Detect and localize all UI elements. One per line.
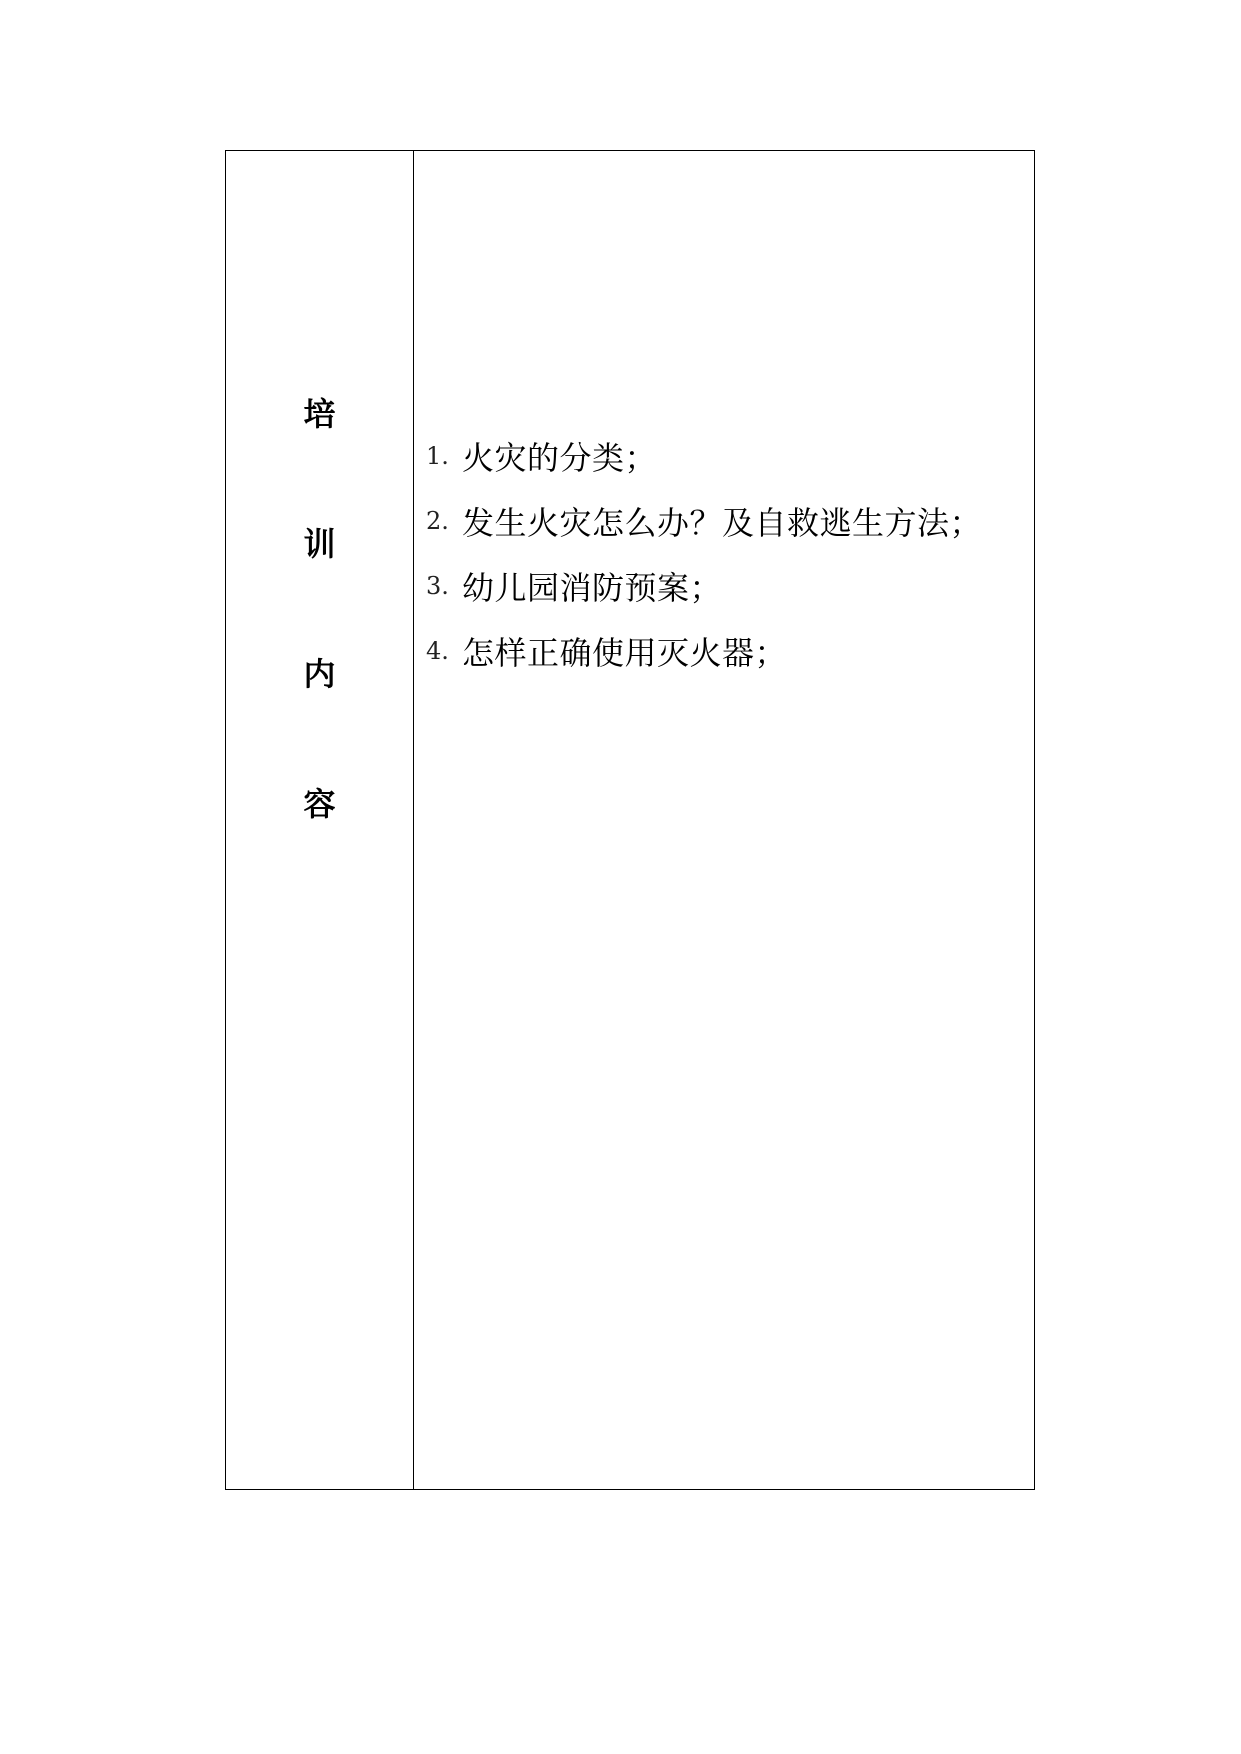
content-cell	[414, 151, 1034, 1489]
list-item-number: 1.	[426, 441, 449, 470]
list-item-number: 2.	[426, 506, 449, 535]
content-list	[426, 423, 982, 683]
list-item-number: 4.	[426, 636, 449, 665]
list-item-text: 怎样正确使用灭火器；	[462, 633, 788, 672]
list-item-text: 发生火灾怎么办？及自救逃生方法；	[462, 503, 983, 542]
label-char: 训	[303, 525, 336, 563]
label-char: 内	[303, 655, 336, 693]
list-item	[426, 553, 982, 618]
training-content-table	[225, 150, 1035, 1490]
list-item	[426, 488, 982, 553]
list-item-text: 幼儿园消防预案；	[462, 568, 723, 607]
training-content-label	[226, 394, 413, 824]
label-cell	[226, 151, 414, 1489]
list-item	[426, 618, 982, 683]
list-item-text: 火灾的分类；	[462, 438, 658, 477]
label-char: 容	[303, 785, 336, 823]
list-item-number: 3.	[426, 571, 449, 600]
label-char: 培	[303, 395, 336, 433]
list-item	[426, 423, 982, 488]
